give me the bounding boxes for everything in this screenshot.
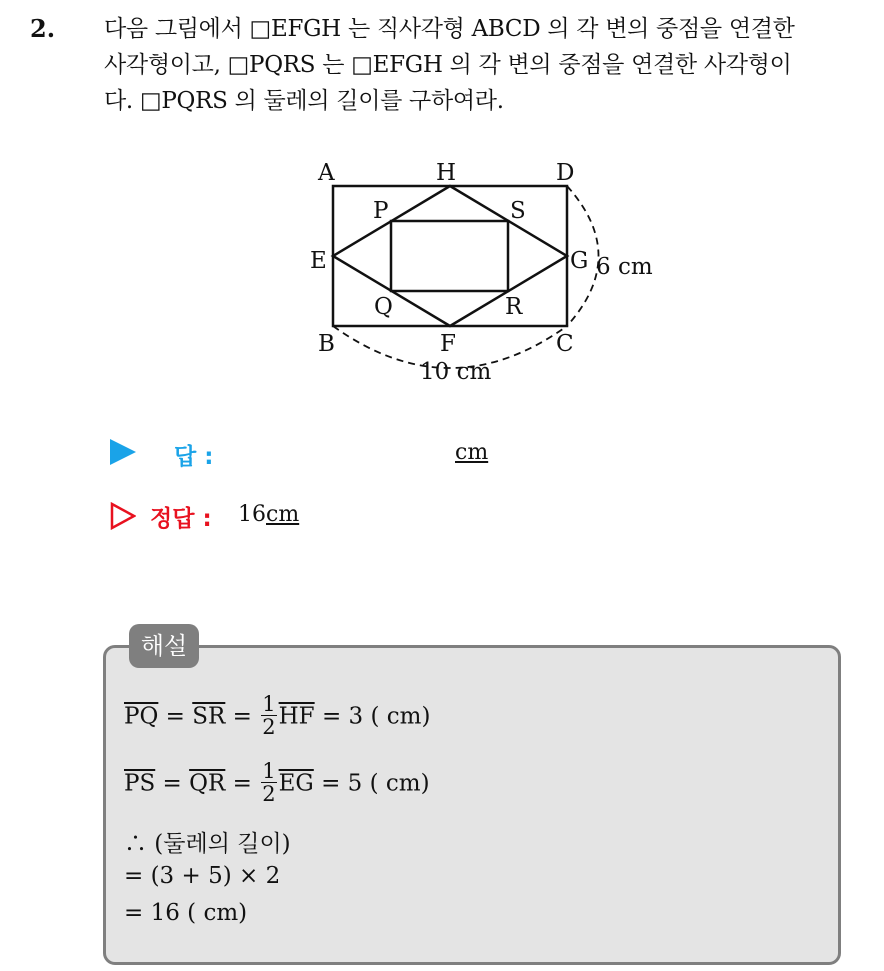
solution-line-2: $\overline{PS} = \overline{QR}$ = $\frac{1}{2}$ $\overline{EG} = 5$ ( cm)	[124, 759, 430, 806]
solution-line-4: = (3 + 5) × 2	[124, 863, 281, 889]
geometry-figure	[290, 150, 670, 400]
label-s: S	[510, 198, 526, 224]
label-g: G	[570, 248, 589, 274]
answer-label: 답 :	[174, 444, 214, 470]
question-number: 2.	[30, 14, 56, 43]
question-line-1: 다음 그림에서 □EFGH 는 직사각형 ABCD 의 각 변의 중점을 연결한	[104, 16, 795, 42]
height-label: 6 cm	[596, 254, 653, 280]
question-text	[104, 11, 874, 119]
label-c: C	[556, 331, 574, 357]
label-d: D	[556, 160, 575, 186]
fraction-half: $\frac{1}{2}$	[262, 692, 276, 739]
rectangle-pqrs	[391, 221, 508, 291]
solution-line-2-result: = 5 ( cm)	[321, 770, 430, 797]
solution-line-1: $\overline{PQ} = \overline{SR}$ = $\frac{1}{2}$ $\overline{HF} = 3$ ( cm)	[124, 692, 431, 739]
label-r: R	[505, 294, 523, 320]
label-a: A	[318, 160, 335, 186]
label-f: F	[440, 331, 456, 357]
label-q: Q	[374, 294, 393, 320]
correct-label: 정답 :	[150, 506, 212, 532]
segment-eg: $\overline{EG}$	[278, 770, 314, 797]
solution-line-1-result: = 3 ( cm)	[321, 703, 431, 730]
segment-qr: $\overline{QR}$	[189, 770, 226, 797]
label-e: E	[310, 248, 327, 274]
answer-unit: cm	[455, 440, 489, 465]
rectangle-abcd	[333, 186, 567, 326]
solution-line-3: ∴ (둘레의 길이)	[124, 831, 291, 857]
solution-line-5: = 16 ( cm)	[124, 900, 248, 926]
figure-svg	[290, 150, 670, 400]
width-label: 10 cm	[420, 359, 492, 385]
correct-unit: cm	[266, 502, 300, 527]
label-h: H	[436, 160, 457, 186]
answer-row	[110, 436, 710, 472]
segment-pq: $\overline{PQ}$	[124, 703, 159, 730]
outline-triangle-icon	[110, 502, 136, 530]
correct-value	[238, 502, 299, 527]
rhombus-efgh	[333, 186, 567, 326]
fraction-half-2: $\frac{1}{2}$	[262, 759, 276, 806]
label-b: B	[318, 331, 335, 357]
segment-hf: $\overline{HF}$	[278, 703, 315, 730]
correct-number: 16	[238, 502, 266, 527]
segment-sr: $\overline{SR}$	[192, 703, 226, 730]
question-line-2: 사각형이고, □PQRS 는 □EFGH 의 각 변의 중점을 연결한 사각형이	[104, 52, 792, 78]
correct-answer-row	[110, 498, 710, 534]
answer-play-icon	[110, 439, 136, 465]
question-line-3: 다. □PQRS 의 둘레의 길이를 구하여라.	[104, 88, 504, 114]
label-p: P	[373, 198, 389, 224]
solution-badge: 해설	[129, 624, 199, 668]
segment-ps: $\overline{PS}$	[124, 770, 156, 797]
